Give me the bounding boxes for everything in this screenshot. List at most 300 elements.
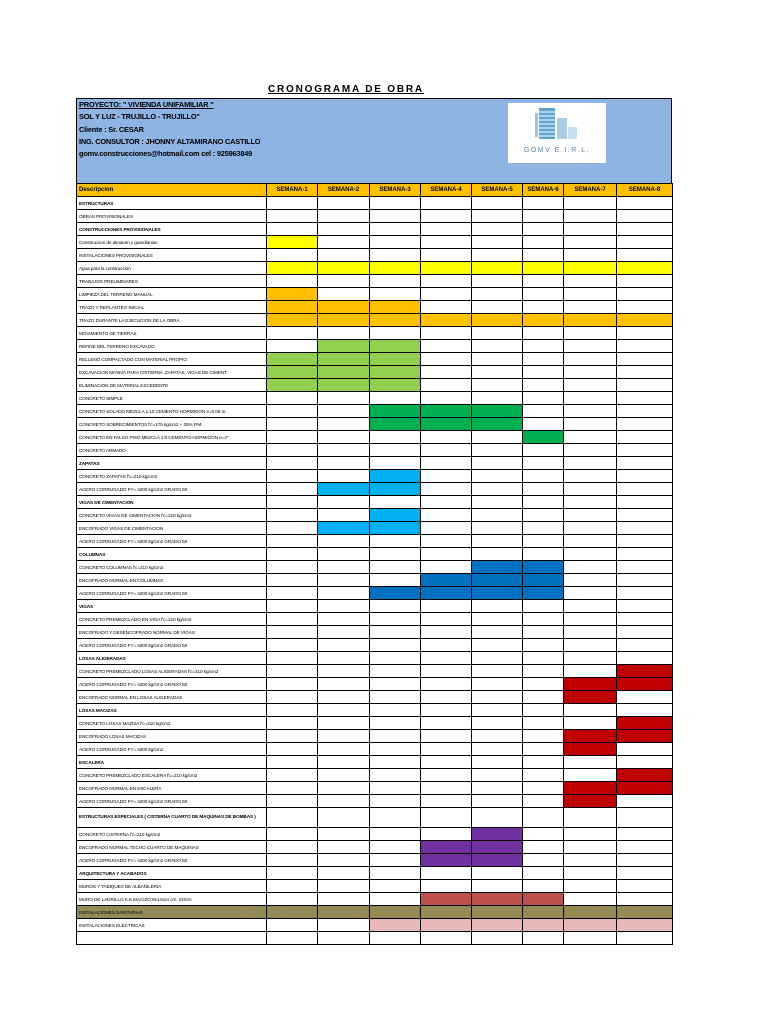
week-cell (421, 327, 472, 340)
week-cell (617, 854, 673, 867)
week-cell (472, 327, 523, 340)
gantt-bar-cell (370, 301, 421, 314)
week-cell (523, 392, 564, 405)
week-cell (267, 340, 318, 353)
schedule-row (77, 314, 673, 327)
week-cell (370, 639, 421, 652)
week-cell (564, 561, 617, 574)
week-cell (370, 867, 421, 880)
week-cell (267, 639, 318, 652)
contact-line: gomv.construcciones@hotmail.com cel : 925963849 (79, 149, 253, 159)
week-header: SEMANA-5 (472, 184, 523, 197)
week-cell (421, 197, 472, 210)
schedule-row (77, 535, 673, 548)
schedule-row (77, 919, 673, 932)
gantt-bar-cell (421, 574, 472, 587)
week-cell (472, 535, 523, 548)
week-cell (370, 275, 421, 288)
week-cell (421, 561, 472, 574)
week-cell (267, 457, 318, 470)
week-cell (617, 867, 673, 880)
week-cell (564, 854, 617, 867)
week-cell (523, 210, 564, 223)
activity-description: INSTALACIONES ELECTRICAS (77, 919, 267, 932)
gantt-bar-cell (564, 262, 617, 275)
week-cell (370, 236, 421, 249)
week-cell (421, 288, 472, 301)
week-cell (267, 769, 318, 782)
week-cell (421, 795, 472, 808)
week-cell (617, 808, 673, 828)
activity-description: VIGAS DE CIMENTACION (77, 496, 267, 509)
week-cell (564, 587, 617, 600)
week-cell (421, 392, 472, 405)
week-cell (617, 249, 673, 262)
gantt-bar-cell (370, 470, 421, 483)
week-cell (523, 366, 564, 379)
week-cell (472, 301, 523, 314)
week-cell (523, 496, 564, 509)
week-cell (318, 704, 370, 717)
gantt-bar-cell (523, 561, 564, 574)
week-cell (617, 392, 673, 405)
week-cell (318, 548, 370, 561)
schedule-row (77, 301, 673, 314)
week-cell (267, 249, 318, 262)
gantt-bar-cell (564, 743, 617, 756)
week-cell (370, 795, 421, 808)
week-cell (318, 919, 370, 932)
week-cell (421, 769, 472, 782)
gantt-bar-cell (617, 919, 673, 932)
week-cell (564, 867, 617, 880)
gantt-bar-cell (617, 262, 673, 275)
week-cell (564, 652, 617, 665)
gantt-bar-cell (472, 919, 523, 932)
week-cell (370, 880, 421, 893)
week-cell (370, 249, 421, 262)
week-cell (370, 444, 421, 457)
week-header: SEMANA-2 (318, 184, 370, 197)
week-cell (370, 743, 421, 756)
week-cell (523, 236, 564, 249)
week-cell (318, 275, 370, 288)
week-cell (421, 548, 472, 561)
week-cell (318, 223, 370, 236)
week-cell (267, 613, 318, 626)
week-cell (370, 496, 421, 509)
week-cell (617, 548, 673, 561)
week-cell (370, 392, 421, 405)
week-cell (267, 223, 318, 236)
week-cell (523, 288, 564, 301)
week-cell (267, 470, 318, 483)
week-cell (617, 275, 673, 288)
week-cell (523, 769, 564, 782)
schedule-row (77, 906, 673, 919)
week-cell (370, 600, 421, 613)
week-cell (267, 548, 318, 561)
schedule-row (77, 678, 673, 691)
week-cell (523, 730, 564, 743)
gantt-bar-cell (564, 314, 617, 327)
week-cell (267, 880, 318, 893)
gantt-bar-cell (472, 906, 523, 919)
gantt-bar-cell (267, 236, 318, 249)
schedule-row (77, 782, 673, 795)
week-cell (472, 548, 523, 561)
week-cell (318, 795, 370, 808)
schedule-row (77, 769, 673, 782)
week-cell (617, 522, 673, 535)
schedule-row (77, 431, 673, 444)
week-cell (421, 691, 472, 704)
week-cell (617, 613, 673, 626)
week-cell (370, 893, 421, 906)
week-cell (617, 639, 673, 652)
week-cell (370, 327, 421, 340)
week-cell (267, 405, 318, 418)
week-cell (370, 197, 421, 210)
week-cell (267, 808, 318, 828)
week-cell (523, 600, 564, 613)
week-cell (523, 704, 564, 717)
activity-description: TRAZO DURANTE LA EJECUCION DE LA OBRA (77, 314, 267, 327)
week-cell (370, 678, 421, 691)
logo-text: GOMV E.I.R.L. (523, 147, 591, 154)
gantt-bar-cell (421, 262, 472, 275)
gantt-bar-cell (370, 262, 421, 275)
week-cell (564, 444, 617, 457)
gantt-bar-cell (523, 587, 564, 600)
schedule-row (77, 730, 673, 743)
week-cell (421, 301, 472, 314)
week-cell (267, 743, 318, 756)
week-cell (421, 932, 472, 945)
week-cell (564, 808, 617, 828)
week-cell (421, 704, 472, 717)
week-cell (472, 665, 523, 678)
week-cell (472, 340, 523, 353)
schedule-row (77, 548, 673, 561)
week-cell (617, 301, 673, 314)
week-cell (617, 932, 673, 945)
week-cell (370, 704, 421, 717)
week-cell (617, 418, 673, 431)
schedule-row (77, 444, 673, 457)
gantt-bar-cell (617, 678, 673, 691)
gantt-bar-cell (318, 340, 370, 353)
week-cell (564, 327, 617, 340)
gantt-bar-cell (523, 431, 564, 444)
week-cell (421, 652, 472, 665)
week-cell (267, 392, 318, 405)
gantt-bar-cell (564, 678, 617, 691)
week-cell (267, 841, 318, 854)
week-cell (318, 893, 370, 906)
activity-description: ACERO CORRUGADO FY= 4200 kg/cm2 GRADO 60 (77, 639, 267, 652)
week-cell (267, 665, 318, 678)
week-cell (564, 509, 617, 522)
activity-description: LOSAS ALIGERADAS (77, 652, 267, 665)
week-cell (523, 841, 564, 854)
gantt-bar-cell (472, 841, 523, 854)
gantt-bar-cell (523, 906, 564, 919)
week-cell (564, 665, 617, 678)
week-cell (564, 457, 617, 470)
gantt-bar-cell (564, 782, 617, 795)
activity-description: OBRAS PROVISIONALES (77, 210, 267, 223)
week-cell (421, 613, 472, 626)
activity-description: ELIMINACION DE MATERIAL EXCEDENTE (77, 379, 267, 392)
week-cell (564, 431, 617, 444)
week-cell (523, 808, 564, 828)
week-cell (421, 483, 472, 496)
week-cell (370, 665, 421, 678)
week-cell (318, 665, 370, 678)
week-cell (472, 470, 523, 483)
schedule-row (77, 880, 673, 893)
week-cell (472, 496, 523, 509)
week-cell (617, 600, 673, 613)
week-cell (318, 587, 370, 600)
week-cell (523, 652, 564, 665)
week-cell (318, 392, 370, 405)
activity-description: ACERO CORRUGADO FY= 4200 kg/cm2 GRADO 60 (77, 795, 267, 808)
week-cell (523, 301, 564, 314)
week-cell (318, 867, 370, 880)
week-cell (421, 600, 472, 613)
week-cell (617, 197, 673, 210)
week-cell (564, 236, 617, 249)
schedule-body (77, 197, 673, 945)
week-cell (472, 509, 523, 522)
activity-description: CONCRETO SOBRECIMIENTOS f'c=175 kg/cm2 + 25% P.M. (77, 418, 267, 431)
schedule-row (77, 405, 673, 418)
activity-description: Agua para la construccion (77, 262, 267, 275)
week-cell (523, 340, 564, 353)
week-cell (472, 392, 523, 405)
company-logo (508, 103, 606, 163)
week-cell (564, 418, 617, 431)
gantt-bar-cell (318, 301, 370, 314)
week-cell (318, 626, 370, 639)
schedule-row (77, 704, 673, 717)
gantt-bar-cell (564, 906, 617, 919)
week-cell (472, 704, 523, 717)
week-cell (370, 548, 421, 561)
week-cell (523, 678, 564, 691)
week-cell (318, 730, 370, 743)
week-cell (318, 841, 370, 854)
week-cell (370, 756, 421, 769)
week-cell (267, 867, 318, 880)
activity-description: ACERO CORRUGADO FY= 4200 kg/cm2 GRADO 60 (77, 535, 267, 548)
week-cell (564, 626, 617, 639)
week-cell (523, 405, 564, 418)
gantt-bar-cell (564, 919, 617, 932)
schedule-row (77, 418, 673, 431)
week-cell (472, 652, 523, 665)
week-cell (564, 392, 617, 405)
week-cell (523, 613, 564, 626)
gantt-bar-cell (421, 854, 472, 867)
week-cell (472, 457, 523, 470)
week-cell (267, 717, 318, 730)
activity-description: ESTRUCTURAS ESPECIALES ( CISTERNA CUARTO DE MAQUINAS DE BOMBAS ) (77, 808, 267, 828)
week-cell (617, 893, 673, 906)
week-cell (318, 652, 370, 665)
week-cell (617, 626, 673, 639)
week-header: SEMANA-6 (523, 184, 564, 197)
week-cell (564, 288, 617, 301)
week-cell (564, 496, 617, 509)
gantt-bar-cell (318, 262, 370, 275)
activity-description: COLUMNAS (77, 548, 267, 561)
schedule-row (77, 457, 673, 470)
week-cell (523, 548, 564, 561)
week-cell (370, 730, 421, 743)
gantt-bar-cell (421, 418, 472, 431)
week-cell (523, 880, 564, 893)
activity-description: ESTRUCTURAS (77, 197, 267, 210)
week-cell (318, 743, 370, 756)
week-cell (318, 327, 370, 340)
activity-description: CONCRETO EN FALSO PISO MEZCLA 1:8 CEMENTO-HORMIGON e=4" (77, 431, 267, 444)
activity-description: CONSTRUCCIONES PROVISIONALES (77, 223, 267, 236)
week-cell (523, 275, 564, 288)
gantt-bar-cell (472, 314, 523, 327)
week-cell (370, 691, 421, 704)
schedule-row (77, 236, 673, 249)
week-cell (318, 444, 370, 457)
week-cell (318, 854, 370, 867)
week-cell (564, 223, 617, 236)
week-cell (318, 782, 370, 795)
week-cell (421, 353, 472, 366)
week-cell (472, 756, 523, 769)
week-cell (370, 561, 421, 574)
gantt-bar-cell (267, 366, 318, 379)
project-info (79, 99, 260, 160)
activity-description: INSTALACIONES PROVISIONALES (77, 249, 267, 262)
week-cell (267, 652, 318, 665)
schedule-row (77, 795, 673, 808)
activity-description: CONCRETO CISTERNA f'c=210 kg/cm2 (77, 828, 267, 841)
schedule-row (77, 197, 673, 210)
week-cell (421, 743, 472, 756)
week-cell (617, 470, 673, 483)
week-cell (370, 717, 421, 730)
week-cell (318, 418, 370, 431)
activity-description: MURO DE LADRILLO K.K.MACIZO 9x13x24 cm. SOGA (77, 893, 267, 906)
week-cell (617, 587, 673, 600)
week-cell (421, 275, 472, 288)
activity-description: ENCOFRADO VIGAS DE CIMENTACION (77, 522, 267, 535)
week-cell (564, 470, 617, 483)
week-cell (472, 353, 523, 366)
week-cell (421, 379, 472, 392)
week-cell (318, 756, 370, 769)
week-cell (617, 743, 673, 756)
week-cell (370, 841, 421, 854)
activity-description: CONCRETO LOSAS MAZISA f'c=210 kg/cm2 (77, 717, 267, 730)
gantt-bar-cell (523, 893, 564, 906)
schedule-row (77, 841, 673, 854)
week-cell (267, 587, 318, 600)
week-cell (523, 379, 564, 392)
schedule-row (77, 652, 673, 665)
activity-description: CONCRETO SIMPLE (77, 392, 267, 405)
gantt-bar-cell (318, 314, 370, 327)
description-header: Descripcion (77, 184, 267, 197)
week-cell (617, 704, 673, 717)
week-cell (472, 769, 523, 782)
gantt-bar-cell (421, 405, 472, 418)
gantt-bar-cell (472, 405, 523, 418)
week-cell (617, 795, 673, 808)
week-cell (472, 483, 523, 496)
gantt-bar-cell (370, 919, 421, 932)
activity-description: TRAZO Y REPLANTEO INICIAL (77, 301, 267, 314)
week-cell (318, 249, 370, 262)
gantt-bar-cell (472, 893, 523, 906)
activity-description: CONCRETO PREMEZCLADO ESCALERA f'c=210 kg/cm2 (77, 769, 267, 782)
activity-description: ENCOFRADO NORMAL EN ESCALERA (77, 782, 267, 795)
gantt-bar-cell (421, 893, 472, 906)
week-cell (564, 769, 617, 782)
schedule-row (77, 691, 673, 704)
week-cell (617, 444, 673, 457)
week-cell (267, 678, 318, 691)
location-line: SOL Y LUZ - TRUJILLO - TRUJILLO" (79, 112, 200, 122)
week-cell (564, 613, 617, 626)
schedule-header-row (77, 184, 673, 197)
gantt-bar-cell (267, 379, 318, 392)
week-cell (472, 613, 523, 626)
week-cell (421, 366, 472, 379)
week-cell (523, 444, 564, 457)
week-cell (523, 867, 564, 880)
schedule-row (77, 379, 673, 392)
week-cell (472, 678, 523, 691)
week-cell (523, 665, 564, 678)
week-cell (617, 574, 673, 587)
week-cell (267, 197, 318, 210)
schedule-row (77, 717, 673, 730)
week-cell (421, 717, 472, 730)
activity-description: ZAPATAS (77, 457, 267, 470)
schedule-row (77, 561, 673, 574)
week-cell (617, 457, 673, 470)
week-cell (472, 275, 523, 288)
week-header: SEMANA-4 (421, 184, 472, 197)
activity-description: INSTALACIONES SANITARIAS (77, 906, 267, 919)
week-cell (370, 574, 421, 587)
schedule-row (77, 808, 673, 828)
gantt-bar-cell (267, 288, 318, 301)
schedule-row (77, 626, 673, 639)
week-cell (318, 600, 370, 613)
week-cell (318, 678, 370, 691)
week-cell (267, 730, 318, 743)
gantt-bar-cell (370, 314, 421, 327)
week-cell (617, 431, 673, 444)
schedule-row (77, 340, 673, 353)
week-cell (370, 288, 421, 301)
week-cell (564, 249, 617, 262)
week-cell (564, 483, 617, 496)
